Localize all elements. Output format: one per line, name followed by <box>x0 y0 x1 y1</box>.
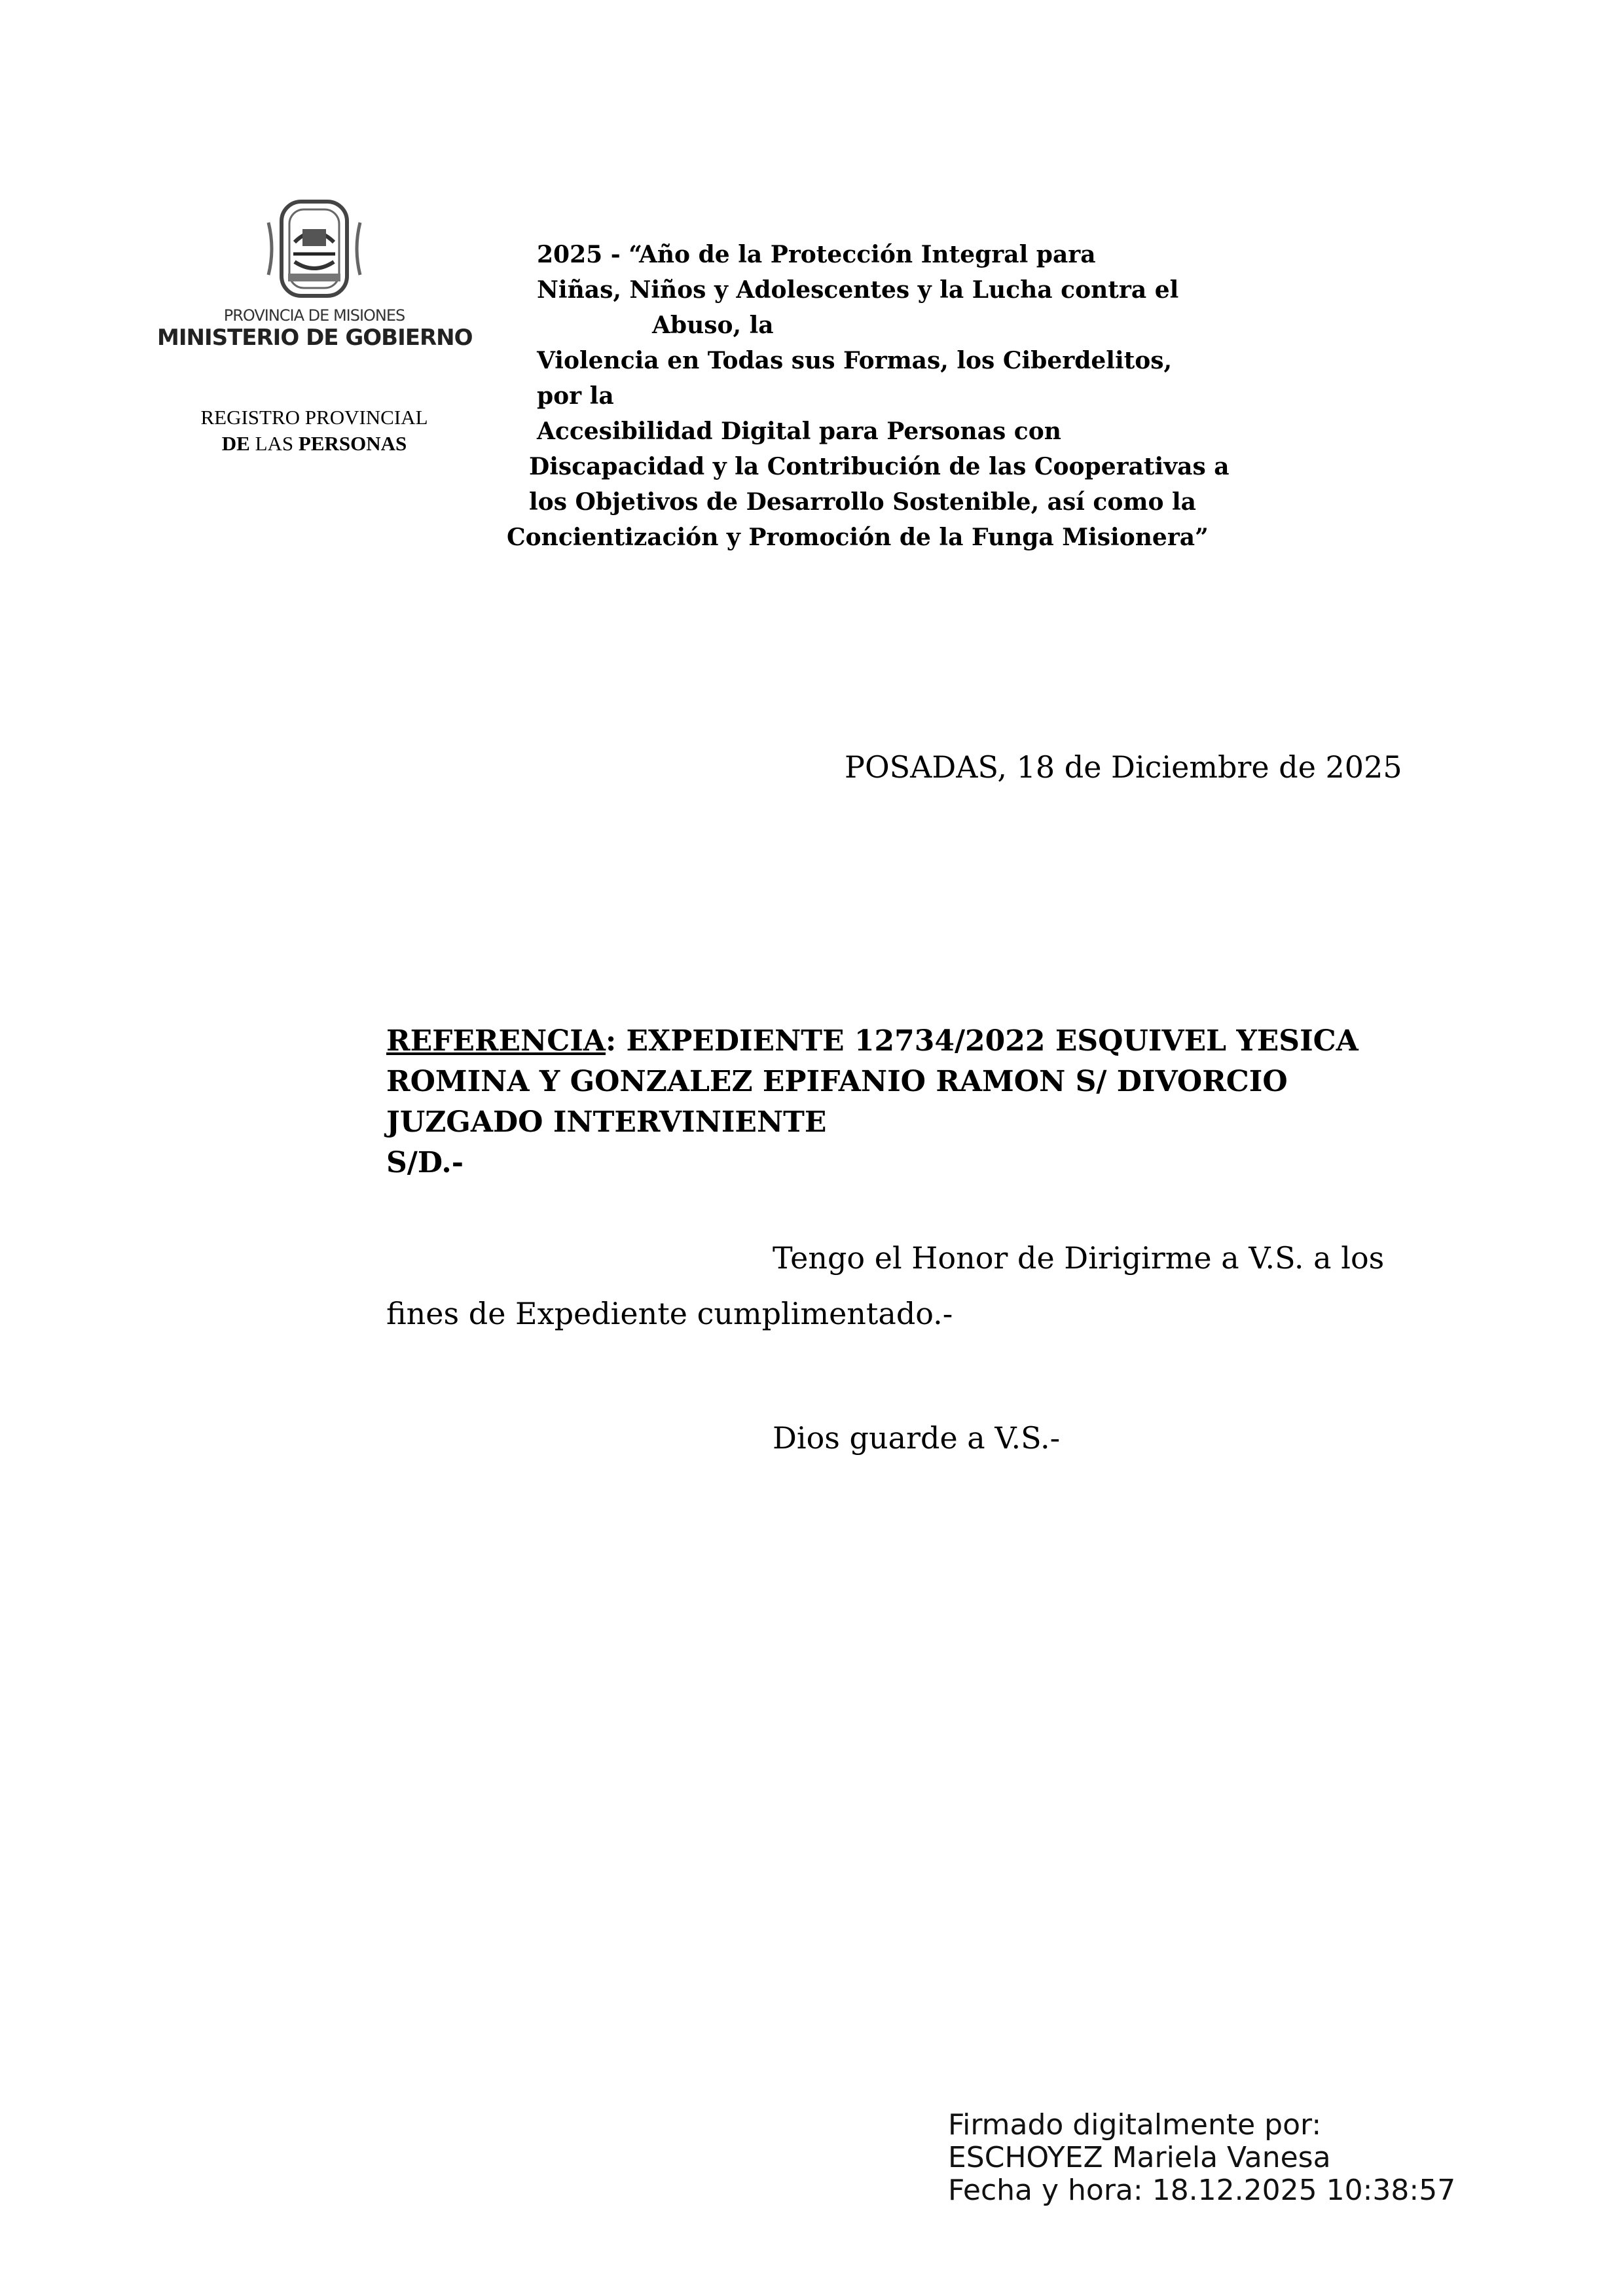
registry-line2 <box>157 431 471 457</box>
motto-line: Abuso, la <box>652 312 774 339</box>
signature-signer: ESCHOYEZ Mariela Vanesa <box>948 2141 1331 2174</box>
registry-line1: REGISTRO PROVINCIAL <box>200 406 428 429</box>
ministry-logo <box>157 196 471 351</box>
motto-line: Concientización y Promoción de la Funga Misionera” <box>507 524 1209 551</box>
closing-salutation: Dios guarde a V.S.- <box>773 1420 1061 1456</box>
reference-block <box>386 1021 1434 1183</box>
provincial-seal-icon <box>242 196 386 301</box>
reference-line1 <box>386 1021 1434 1062</box>
motto-line: Accesibilidad Digital para Personas con <box>537 418 1061 445</box>
body-text-line1: Tengo el Honor de Dirigirme a V.S. a los <box>773 1240 1385 1276</box>
motto-line: 2025 - “Año de la Protección Integral para <box>537 241 1096 268</box>
reference-case: : EXPEDIENTE 12734/2022 ESQUIVEL YESICA <box>605 1024 1359 1058</box>
signature-timestamp: Fecha y hora: 18.12.2025 10:38:57 <box>948 2174 1456 2207</box>
logo-ministry-text: MINISTERIO DE GOBIERNO <box>157 325 473 351</box>
motto-line: Discapacidad y la Contribución de las Cooperativas a <box>529 453 1230 480</box>
motto-line: Violencia en Todas sus Formas, los Ciberdelitos, <box>537 347 1173 374</box>
motto-line: por la <box>537 382 614 410</box>
registry-name <box>157 404 471 457</box>
place-and-date: POSADAS, 18 de Diciembre de 2025 <box>845 749 1402 785</box>
reference-line4: S/D.- <box>386 1146 464 1179</box>
motto-line: Niñas, Niños y Adolescentes y la Lucha contra el <box>537 276 1179 304</box>
body-text-line2: fines de Expediente cumplimentado.- <box>386 1296 953 1331</box>
reference-line2: ROMINA Y GONZALEZ EPIFANIO RAMON S/ DIVORCIO <box>386 1065 1288 1098</box>
year-motto <box>498 237 1309 555</box>
registry-personas: PERSONAS <box>298 432 407 455</box>
signature-line1: Firmado digitalmente por: <box>948 2108 1322 2142</box>
registry-las: LAS <box>249 432 299 455</box>
reference-label: REFERENCIA <box>386 1024 606 1058</box>
reference-line3: JUZGADO INTERVINIENTE <box>386 1105 827 1139</box>
digital-signature <box>948 2109 1455 2207</box>
registry-de: DE <box>221 432 250 455</box>
motto-line: los Objetivos de Desarrollo Sostenible, así como la <box>529 488 1197 516</box>
logo-province-text: PROVINCIA DE MISIONES <box>223 306 405 325</box>
